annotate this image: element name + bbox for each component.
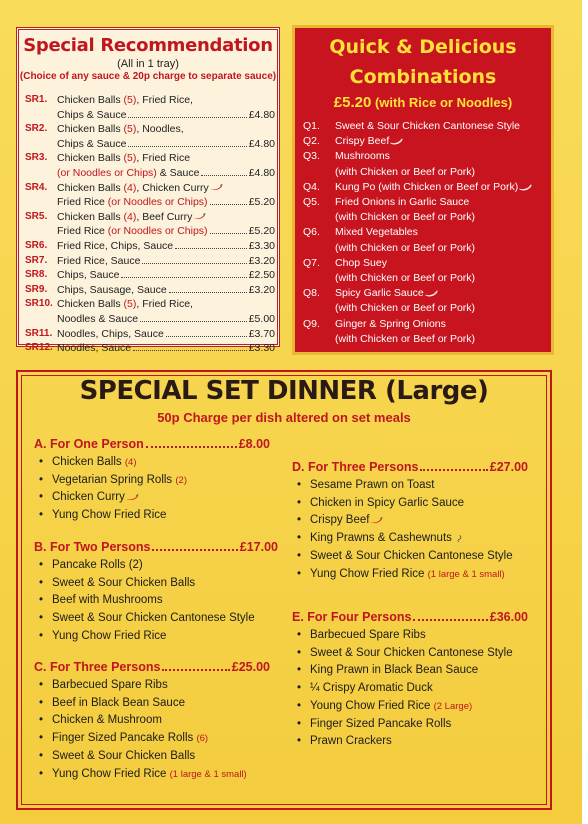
item-note: (4): [124, 457, 137, 468]
item-quantity: (4): [123, 181, 137, 194]
dot-leader: [128, 117, 246, 118]
recommendation-item: [25, 254, 275, 269]
item-price: £3.20: [248, 254, 275, 267]
item-code: SR4.: [25, 181, 48, 193]
item-sub: (with Chicken or Beef or Pork): [335, 272, 476, 285]
group-price: £17.00: [239, 540, 278, 554]
item-line: [57, 122, 275, 137]
quick-price: £5.20: [333, 94, 372, 111]
set-item: [292, 627, 528, 645]
item-body: [25, 283, 275, 298]
set-item: [292, 733, 528, 751]
item-body: [303, 180, 549, 195]
item-quantity: (5): [123, 123, 137, 136]
item-text: [57, 108, 126, 123]
item-code: Q1.: [303, 120, 320, 132]
chili-icon: [369, 517, 383, 524]
item-text: Spicy Garlic Sauce: [335, 287, 424, 300]
item-body: [303, 317, 549, 347]
item-price: £5.20: [248, 196, 275, 209]
item-price: £5.00: [248, 312, 275, 325]
recommendation-list: [25, 93, 275, 356]
item-code: Q6.: [303, 226, 320, 239]
item-text: Ginger & Spring Onions: [335, 317, 446, 330]
item-text: Kung Po (with Chicken or Beef or Pork): [335, 180, 519, 193]
item-quantity: (5): [123, 298, 137, 311]
item-price: £2.50: [248, 269, 275, 282]
item-text: Yung Chow Fried Rice: [52, 767, 170, 780]
item-text: King Prawn in Black Bean Sauce: [310, 664, 479, 677]
set-item: [292, 477, 528, 495]
item-text: [57, 312, 138, 327]
item-line: [57, 181, 275, 196]
quick-item: [303, 149, 549, 179]
set-item: [34, 712, 270, 730]
dot-leader: [413, 619, 487, 621]
item-body: [25, 268, 275, 283]
item-body: [25, 210, 275, 239]
group-price: £27.00: [489, 460, 528, 474]
item-text: Crispy Beef: [335, 135, 390, 148]
dot-leader: [146, 446, 237, 448]
item-code: Q3.: [303, 150, 320, 163]
item-text: Sweet & Sour Chicken Balls: [52, 749, 196, 762]
item-code: SR3.: [25, 152, 48, 164]
item-text: [57, 239, 173, 254]
item-row: [57, 283, 275, 298]
item-text: Chicken Balls: [57, 298, 124, 311]
recommendation-item: [25, 327, 275, 342]
item-option: (or Noodles or Chips): [57, 166, 157, 179]
chili-icon: [125, 494, 139, 501]
set-item: [34, 489, 270, 507]
item-text: [57, 341, 131, 356]
item-price: £4.80: [248, 166, 275, 179]
item-option: (or Noodles or Chips): [107, 196, 208, 209]
item-row: [57, 137, 275, 152]
item-quantity: (5): [123, 94, 137, 106]
set-item: [292, 548, 528, 566]
set-group-a: [34, 437, 270, 525]
set-item: [292, 530, 528, 548]
item-text: , Fried Rice,: [136, 298, 193, 311]
recommendation-item: [25, 239, 275, 254]
item-quantity: (5): [123, 152, 137, 165]
item-row: [57, 341, 275, 356]
item-text: Barbecued Spare Ribs: [52, 679, 168, 691]
dot-leader: [210, 204, 247, 205]
set-item: [292, 495, 528, 513]
item-price: £5.20: [248, 225, 275, 238]
dot-leader: [420, 469, 487, 471]
set-group-c: [34, 660, 270, 783]
item-note: (2): [175, 474, 188, 486]
item-text: Finger Sized Pancake Rolls: [310, 717, 452, 730]
item-code: SR2.: [25, 123, 48, 135]
item-text: Fried Rice, Chips, Sauce: [57, 239, 174, 252]
page-edge: [582, 0, 588, 824]
recommendation-note: (Choice of any sauce & 20p charge to separate sauce): [19, 71, 277, 82]
item-text: ¼ Crispy Aromatic Duck: [310, 682, 433, 695]
set-item: [292, 680, 528, 698]
set-item: [292, 566, 528, 584]
quick-item: [303, 256, 549, 286]
recommendation-item: [25, 210, 275, 239]
set-item: [34, 557, 278, 575]
group-heading: [292, 460, 528, 474]
recommendation-subtitle: (All in 1 tray): [117, 58, 179, 70]
quick-title-line2: Combinations: [349, 66, 497, 88]
item-row: [57, 239, 275, 254]
recommendation-item: [25, 181, 275, 210]
set-item: [34, 575, 278, 593]
group-label: B. For Two Persons: [34, 540, 151, 554]
dot-leader: [210, 233, 247, 234]
nut-icon: [452, 535, 466, 542]
group-label: E. For Four Persons: [292, 610, 412, 624]
item-text: Yung Chow Fried Rice: [52, 629, 167, 642]
chili-outline-icon: [424, 290, 438, 297]
item-body: [303, 256, 549, 286]
recommendation-title: Special Recommendation: [23, 35, 273, 56]
set-item: [34, 454, 270, 472]
item-text: Chicken & Mushroom: [52, 714, 162, 727]
item-code: SR8.: [25, 269, 48, 281]
item-text: Vegetarian Spring Rolls: [52, 473, 176, 486]
dot-leader: [152, 549, 237, 551]
item-quantity: (4): [123, 210, 137, 223]
quick-item: [303, 286, 549, 316]
recommendation-item: [25, 122, 275, 151]
dot-leader: [140, 321, 247, 322]
item-text: Beef with Mushrooms: [52, 594, 163, 607]
group-label: D. For Three Persons: [292, 460, 419, 474]
item-code: SR11.: [25, 327, 53, 339]
item-text: , Fried Rice: [136, 152, 191, 165]
item-text: King Prawns & Cashewnuts: [310, 532, 452, 545]
quick-title-line1: Quick & Delicious: [329, 36, 517, 58]
group-heading: [34, 437, 270, 451]
item-body: [25, 181, 275, 210]
chili-outline-icon: [389, 138, 403, 145]
item-text: [57, 327, 164, 342]
item-body: [25, 122, 275, 151]
set-item: [34, 766, 270, 784]
group-label: C. For Three Persons: [34, 660, 161, 674]
item-text: [57, 254, 140, 269]
item-text: Barbecued Spare Ribs: [310, 629, 426, 641]
dot-leader: [142, 263, 246, 264]
group-items: [292, 627, 528, 751]
item-text: Young Chow Fried Rice: [310, 699, 434, 712]
quick-item: [303, 119, 549, 134]
item-body: [25, 239, 275, 254]
item-text: Yung Chow Fried Rice: [52, 509, 167, 522]
group-heading: [34, 540, 278, 554]
item-text: , Chicken Curry: [136, 181, 209, 194]
recommendation-item: [25, 341, 275, 356]
item-text: Chips & Sauce: [57, 137, 127, 150]
item-code: SR6.: [25, 239, 48, 251]
item-text: Sweet & Sour Chicken Balls: [52, 576, 196, 589]
set-group-e: [292, 610, 528, 751]
item-text: Chicken Balls: [57, 94, 124, 106]
item-row: [57, 268, 275, 283]
item-row: [57, 195, 275, 210]
item-text: Fried Onions in Garlic Sauce: [335, 196, 470, 209]
special-recommendation-panel: [16, 27, 280, 355]
set-item: [292, 645, 528, 663]
set-item: [34, 695, 270, 713]
set-item: [292, 512, 528, 530]
item-body: [303, 134, 549, 149]
item-body: [25, 327, 275, 342]
item-line: [335, 286, 549, 301]
item-line: [335, 225, 549, 240]
dot-leader: [169, 292, 247, 293]
item-price: £3.70: [248, 327, 275, 340]
recommendation-item: [25, 151, 275, 180]
item-text: Chips, Sausage, Sauce: [57, 283, 167, 296]
item-text: Sweet & Sour Chicken Cantonese Style: [52, 612, 255, 625]
item-text: Fried Rice: [57, 196, 108, 209]
item-text: Prawn Crackers: [310, 735, 392, 748]
item-text: Chicken Balls: [57, 210, 124, 223]
item-body: [25, 254, 275, 269]
item-option: (or Noodles or Chips): [107, 225, 208, 238]
item-code: Q4.: [303, 180, 320, 193]
chili-icon: [209, 184, 223, 191]
dot-leader: [162, 669, 229, 671]
item-text: Chicken Curry: [52, 491, 125, 504]
item-text: Beef in Black Bean Sauce: [52, 696, 185, 709]
item-line: [57, 151, 275, 166]
item-text: Noodles & Sauce: [57, 312, 139, 325]
item-body: [25, 297, 275, 326]
item-note: (1 large & 1 small): [427, 568, 505, 580]
group-items: [34, 677, 270, 783]
item-body: [303, 119, 549, 134]
item-text: Sweet & Sour Chicken Cantonese Style: [310, 549, 513, 562]
group-heading: [34, 660, 270, 674]
set-item: [34, 472, 270, 490]
quick-item: [303, 317, 549, 347]
item-line: [335, 180, 549, 195]
item-note: (1 large & 1 small): [169, 768, 247, 780]
item-text: [57, 283, 167, 298]
dot-leader: [133, 350, 247, 351]
set-dinner-note: 50p Charge per dish altered on set meals: [157, 410, 411, 425]
dot-leader: [201, 175, 246, 176]
item-body: [303, 149, 549, 179]
set-item: [34, 677, 270, 695]
group-label: A. For One Person: [34, 437, 144, 451]
quick-item: [303, 134, 549, 149]
item-body: [25, 151, 275, 180]
item-line: [57, 93, 275, 108]
item-text: Chicken Balls: [52, 456, 125, 468]
item-body: [303, 195, 549, 225]
item-sub: (with Chicken or Beef or Pork): [335, 211, 476, 224]
item-sub: (with Chicken or Beef or Pork): [335, 332, 476, 345]
item-text: Crispy Beef: [310, 514, 370, 527]
item-body: [25, 341, 275, 356]
item-code: Q8.: [303, 287, 320, 300]
recommendation-item: [25, 93, 275, 122]
item-price: £4.80: [248, 137, 275, 150]
chili-outline-icon: [518, 184, 532, 191]
item-text: Chicken Balls: [57, 181, 124, 194]
set-item: [292, 716, 528, 734]
item-sub: (with Chicken or Beef or Pork): [335, 302, 476, 315]
group-price: £25.00: [231, 660, 270, 674]
quick-item: [303, 225, 549, 255]
item-text: Finger Sized Pancake Rolls: [52, 732, 197, 745]
group-price: £36.00: [489, 610, 528, 624]
item-body: [303, 225, 549, 255]
chili-icon: [192, 213, 206, 220]
group-heading: [292, 610, 528, 624]
item-line: [335, 317, 549, 332]
item-code: Q2.: [303, 135, 320, 148]
quick-item: [303, 180, 549, 195]
item-body: [303, 286, 549, 316]
item-line: [57, 297, 275, 312]
item-price: £3.30: [248, 342, 275, 355]
group-items: [34, 557, 278, 646]
quick-price-note: (with Rice or Noodles): [371, 95, 513, 110]
item-row: [57, 312, 275, 327]
item-text: Yung Chow Fried Rice: [310, 567, 428, 580]
item-text: Chicken in Spicy Garlic Sauce: [310, 496, 465, 509]
group-items: [34, 454, 270, 525]
item-row: [57, 166, 275, 181]
item-text: [57, 268, 119, 283]
set-item: [34, 610, 278, 628]
item-code: SR12.: [25, 342, 53, 354]
set-item: [34, 748, 270, 766]
item-note: (2 Large): [433, 700, 473, 712]
set-item: [292, 662, 528, 680]
item-code: SR7.: [25, 254, 48, 266]
item-text: [57, 166, 199, 181]
item-text: Sesame Prawn on Toast: [310, 479, 435, 491]
set-item: [292, 698, 528, 716]
item-text: Noodles, Sauce: [57, 342, 132, 355]
set-group-d: [292, 460, 528, 583]
item-row: [57, 327, 275, 342]
set-item: [34, 592, 278, 610]
quick-price-line: [295, 94, 551, 111]
item-row: [57, 224, 275, 239]
item-code: SR5.: [25, 210, 48, 222]
item-text: Chicken Balls: [57, 152, 124, 165]
item-text: Sweet & Sour Chicken Cantonese Style: [335, 120, 521, 132]
item-row: [57, 254, 275, 269]
item-text: Chicken Balls: [57, 123, 124, 136]
item-code: Q5.: [303, 196, 320, 209]
quick-title: [295, 32, 551, 92]
set-item: [34, 730, 270, 748]
dot-leader: [166, 336, 247, 337]
set-item: [34, 507, 270, 525]
item-text: Pancake Rolls (2): [52, 559, 143, 571]
item-text: [57, 195, 208, 210]
item-text: Chips & Sauce: [57, 108, 127, 121]
item-line: [335, 195, 549, 210]
set-dinner-title: SPECIAL SET DINNER (Large): [79, 376, 489, 406]
item-note: (6): [196, 733, 209, 745]
set-group-b: [34, 540, 278, 646]
item-line: [335, 256, 549, 271]
item-text: Noodles, Chips, Sauce: [57, 327, 164, 340]
item-text: , Fried Rice,: [136, 94, 193, 106]
item-code: SR1.: [25, 94, 48, 105]
item-code: SR9.: [25, 283, 48, 295]
item-text: Mushrooms: [335, 150, 390, 163]
item-sub: (with Chicken or Beef or Pork): [335, 241, 476, 254]
group-price: £8.00: [238, 437, 270, 451]
item-text: , Noodles,: [136, 123, 184, 136]
item-sub: (with Chicken or Beef or Pork): [335, 165, 476, 178]
recommendation-item: [25, 297, 275, 326]
item-text: [57, 224, 208, 239]
recommendation-item: [25, 283, 275, 298]
item-code: Q9.: [303, 317, 320, 330]
item-text: & Sauce: [156, 166, 200, 179]
item-line: [335, 149, 549, 164]
dot-leader: [121, 277, 246, 278]
item-line: [335, 134, 549, 149]
recommendation-item: [25, 268, 275, 283]
item-line: [57, 210, 275, 225]
dot-leader: [128, 146, 246, 147]
quick-combinations-panel: [292, 25, 554, 355]
item-row: [57, 108, 275, 123]
quick-item: [303, 195, 549, 225]
item-text: , Beef Curry: [136, 210, 193, 223]
item-price: £3.30: [248, 239, 275, 252]
set-item: [34, 628, 278, 646]
item-price: £4.80: [248, 108, 275, 121]
item-text: Chop Suey: [335, 256, 387, 269]
item-code: Q7.: [303, 256, 320, 269]
quick-list: [303, 119, 549, 347]
item-text: Fried Rice: [57, 225, 108, 238]
item-text: Mixed Vegetables: [335, 226, 418, 239]
item-text: Chips, Sauce: [57, 269, 120, 282]
item-text: Sweet & Sour Chicken Cantonese Style: [310, 646, 513, 659]
item-text: [57, 137, 126, 152]
item-text: Fried Rice, Sauce: [57, 254, 141, 267]
item-price: £3.20: [248, 283, 275, 296]
item-line: [335, 119, 549, 134]
item-code: SR10.: [25, 298, 53, 310]
group-items: [292, 477, 528, 583]
item-body: [25, 93, 275, 122]
dot-leader: [175, 248, 247, 249]
